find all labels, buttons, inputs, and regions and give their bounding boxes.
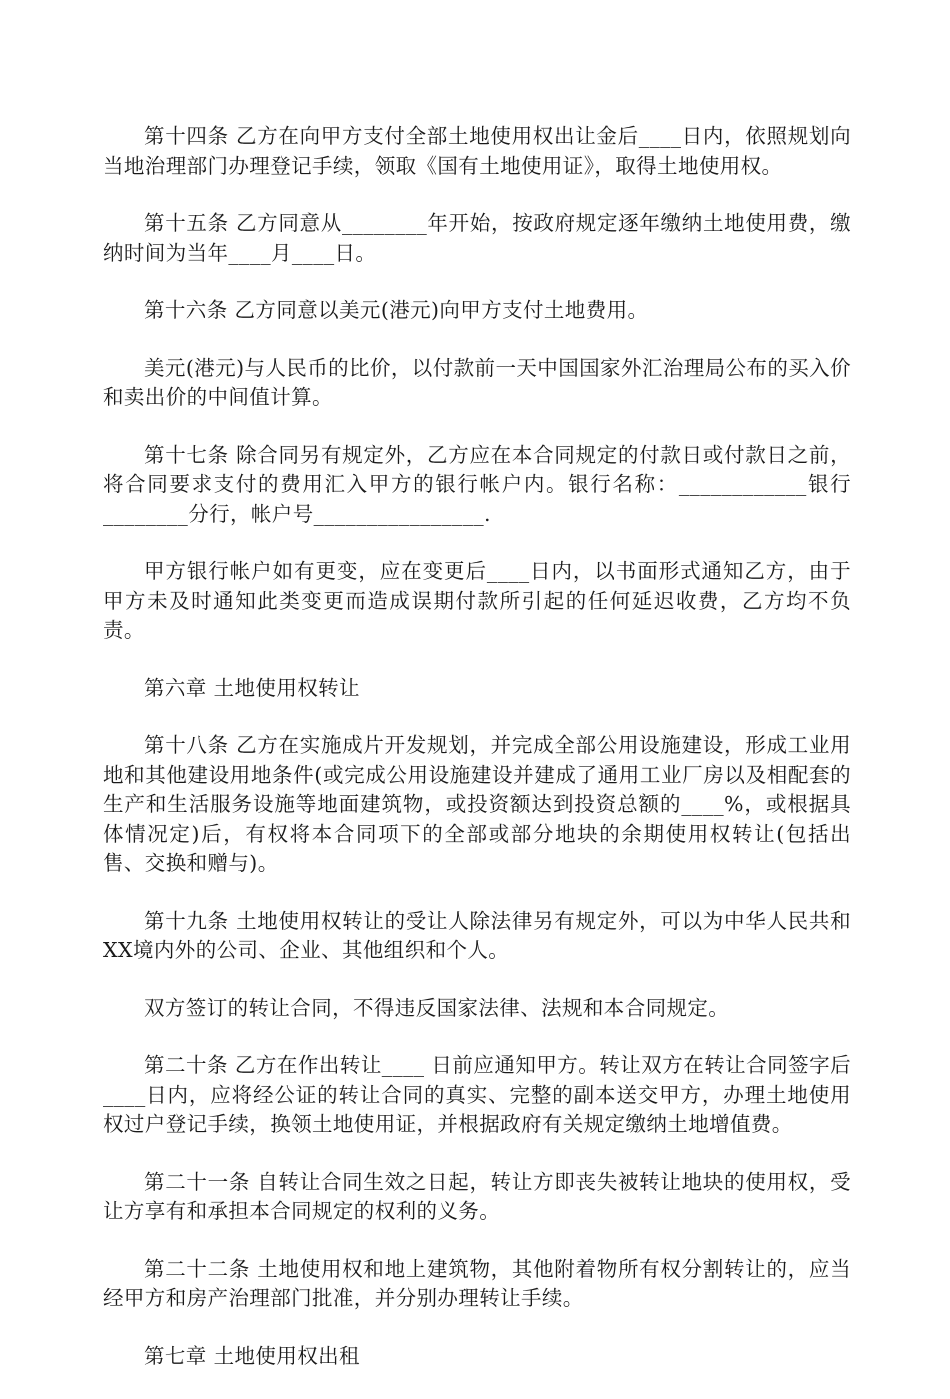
article-20: 第二十条 乙方在作出转让____ 日前应通知甲方。转让双方在转让合同签字后____日内，应将经公证的转让合同的真实、完整的副本送交甲方，办理土地使用权过户登记手续，换领土地使用证，并根据政府有关规定缴纳土地增值费。 [103, 1053, 851, 1136]
article-17: 第十七条 除合同另有规定外，乙方应在本合同规定的付款日或付款日之前，将合同要求支付的费用汇入甲方的银行帐户内。银行名称：____________银行________分行，帐户号________________. [103, 442, 851, 526]
article-16: 第十六条 乙方同意以美元(港元)向甲方支付土地费用。 [144, 298, 649, 322]
article-21: 第二十一条 自转让合同生效之日起，转让方即丧失被转让地块的使用权，受让方享有和承担本合同规定的权利的义务。 [103, 1169, 851, 1223]
bank-account-change-paragraph: 甲方银行帐户如有更变，应在变更后____日内，以书面形式通知乙方，由于甲方未及时通知此类变更而造成误期付款所引起的任何延迟收费，乙方均不负责。 [103, 559, 851, 642]
article-22: 第二十二条 土地使用权和地上建筑物，其他附着物所有权分割转让的，应当经甲方和房产治理部门批准，并分别办理转让手续。 [103, 1256, 851, 1310]
chapter-6-heading: 第六章 土地使用权转让 [144, 675, 360, 700]
article-19: 第十九条 土地使用权转让的受让人除法律另有规定外，可以为中华人民共和XX境内外的公司、企业、其他组织和个人。 [103, 908, 851, 962]
transfer-contract-paragraph: 双方签订的转让合同，不得违反国家法律、法规和本合同规定。 [144, 995, 730, 1020]
article-15: 第十五条 乙方同意从________年开始，按政府规定逐年缴纳土地使用费，缴纳时间为当年____月____日。 [103, 211, 851, 265]
article-18: 第十八条 乙方在实施成片开发规划，并完成全部公用设施建设，形成工业用地和其他建设用地条件(或完成公用设施建设并建成了通用工业厂房以及相配套的生产和生活服务设施等地面建筑物，或投资额达到投资总额的____%，或根据具体情况定)后，有权将本合同项下的全部或部分地块的余期使用权转让(包括出售、交换和赠与)。 [103, 733, 851, 875]
exchange-rate-paragraph: 美元(港元)与人民币的比价，以付款前一天中国国家外汇治理局公布的买入价和卖出价的中间值计算。 [103, 355, 851, 409]
chapter-7-heading: 第七章 土地使用权出租 [144, 1343, 360, 1368]
document-body [103, 122, 851, 1399]
article-14: 第十四条 乙方在向甲方支付全部土地使用权出让金后____日内，依照规划向当地治理部门办理登记手续，领取《国有土地使用证》，取得土地使用权。 [103, 124, 851, 178]
